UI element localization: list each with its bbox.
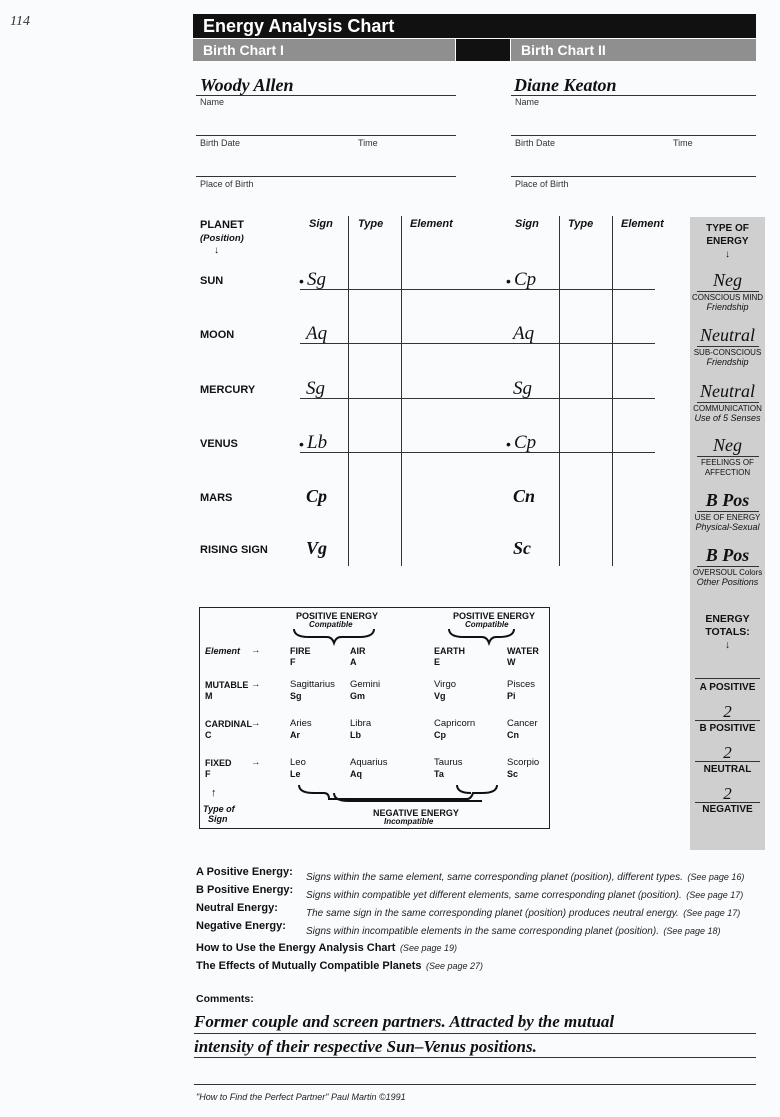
birth-chart-2-header: Birth Chart II: [511, 39, 756, 61]
energy-type-subtitle: CONSCIOUS MIND: [691, 293, 764, 302]
planet-label: MOON: [200, 329, 235, 341]
element-abbr: A: [350, 657, 357, 667]
planet-label: MARS: [200, 492, 233, 504]
time-label: Time: [358, 138, 378, 148]
page-reference: (See page 19): [399, 943, 457, 953]
comment-rule: [194, 1033, 756, 1034]
element-abbr: F: [290, 657, 296, 667]
sign-row-line: [300, 343, 655, 344]
definition-term: B Positive Energy:: [196, 884, 294, 896]
definition-term: Negative Energy:: [196, 920, 286, 932]
energy-type-subtitle: COMMUNICATION: [693, 404, 762, 413]
bullet-icon: •: [506, 436, 511, 452]
place-line: [196, 176, 456, 177]
chart2-sign: Aq: [513, 323, 535, 344]
zodiac-sign-name: Virgo: [434, 679, 457, 690]
sign-label: Sign: [208, 814, 228, 824]
compatible-label: Compatible: [465, 620, 509, 629]
energy-type-subtitle: Use of 5 Senses: [694, 413, 761, 423]
element-name: WATER: [507, 646, 539, 656]
definition-text: [306, 921, 720, 939]
b-positive-label: B POSITIVE: [699, 723, 756, 734]
zodiac-sign-abbr: Aq: [350, 769, 362, 779]
energy-type-value: Neg: [713, 270, 742, 290]
energy-totals-header: [690, 613, 765, 652]
comments-label: Comments:: [196, 993, 254, 1005]
zodiac-sign-name: Aquarius: [350, 757, 388, 768]
column-divider: [401, 216, 402, 566]
definition-body: Signs within incompatible elements in the same corresponding planet (position).: [306, 926, 659, 937]
planet-label: SUN: [200, 275, 224, 287]
chart2-sign: Sg: [513, 378, 532, 399]
chart2-sign: Cp: [514, 269, 537, 290]
sign-row-line: [300, 289, 655, 290]
name-label: Name: [200, 97, 225, 107]
comment-line-1: Former couple and screen partners. Attracted by the mutual: [194, 1012, 615, 1031]
energy-type-value: B Pos: [705, 490, 750, 510]
type-col-header: Type: [568, 218, 594, 230]
energy-type-subtitle: AFFECTION: [704, 468, 751, 477]
zodiac-sign-abbr: Ta: [434, 769, 444, 779]
element-abbr: W: [507, 657, 516, 667]
zodiac-sign-abbr: Cp: [434, 730, 446, 740]
page-reference: (See page 17): [683, 908, 741, 918]
zodiac-sign-name: Leo: [290, 757, 306, 768]
energy-type-subtitle: FEELINGS OF: [701, 458, 754, 467]
sign-row-line: [300, 398, 655, 399]
definition-text: [306, 903, 740, 921]
chart2-name: Diane Keaton: [514, 75, 617, 95]
zodiac-sign-name: Sagittarius: [290, 679, 335, 690]
planet-header: PLANET: [200, 219, 244, 231]
down-arrow-icon: ↓: [214, 245, 219, 256]
chart1-sign: Sg: [306, 378, 325, 399]
name-line: [511, 95, 756, 96]
page-reference: (See page 17): [686, 890, 744, 900]
a-positive-label: A POSITIVE: [699, 682, 756, 693]
chart2-sign: Cn: [513, 486, 536, 506]
element-name: FIRE: [290, 646, 311, 656]
energy-type-value: Neutral: [699, 325, 755, 345]
neutral-label: NEUTRAL: [703, 764, 752, 775]
position-header: (Position): [200, 233, 244, 244]
legend-row-abbr: F: [205, 769, 211, 779]
compatible-label: Compatible: [309, 620, 353, 629]
legend-row-label: MUTABLE: [205, 680, 249, 690]
type-col-header: Type: [358, 218, 384, 230]
totals-label: TOTALS:: [705, 626, 750, 638]
column-divider: [559, 216, 560, 566]
zodiac-sign-abbr: Cn: [507, 730, 519, 740]
page-number: 114: [10, 14, 30, 29]
chart1-sign: Cp: [306, 486, 328, 506]
footer-citation: "How to Find the Perfect Partner" Paul Martin ©1991: [196, 1092, 406, 1102]
neutral-total: 2: [723, 743, 732, 762]
right-arrow-icon: →: [251, 679, 261, 690]
chart2-sign: Sc: [513, 538, 531, 558]
energy-type-subtitle: Friendship: [706, 302, 749, 312]
total-line: [695, 802, 760, 803]
reference-title[interactable]: How to Use the Energy Analysis Chart: [196, 942, 396, 954]
zodiac-sign-name: Libra: [350, 718, 372, 729]
energy-type-subtitle: Friendship: [706, 357, 749, 367]
energy-type-subtitle: Physical-Sexual: [695, 522, 760, 532]
reference-link[interactable]: [196, 956, 483, 974]
bullet-icon: •: [506, 273, 511, 289]
legend-row-abbr: C: [205, 730, 212, 740]
element-name: EARTH: [434, 646, 465, 656]
zodiac-sign-abbr: Ar: [290, 730, 301, 740]
header-divider: [456, 39, 510, 61]
type-of-energy-header: [690, 222, 765, 261]
right-arrow-icon: →: [251, 757, 261, 768]
birth-date-label: Birth Date: [515, 138, 556, 148]
place-label: Place of Birth: [200, 179, 254, 189]
chart1-sign: Vg: [306, 538, 328, 558]
bullet-icon: •: [299, 436, 304, 452]
zodiac-sign-abbr: Sg: [290, 691, 302, 701]
planet-label: VENUS: [200, 438, 238, 450]
energy-type-value: Neg: [713, 435, 742, 455]
zodiac-sign-abbr: Le: [290, 769, 301, 779]
type-of-label: Type of: [203, 804, 235, 814]
chart1-name: Woody Allen: [200, 75, 294, 95]
energy-type-subtitle: USE OF ENERGY: [694, 513, 761, 522]
page-reference: (See page 16): [687, 872, 745, 882]
zodiac-sign-name: Taurus: [434, 757, 463, 768]
total-line: [695, 720, 760, 721]
definition-body: Signs within compatible yet different elements, same corresponding planet (position).: [306, 890, 682, 901]
up-arrow-icon: ↑: [211, 787, 217, 799]
reference-title[interactable]: The Effects of Mutually Compatible Planets: [196, 960, 422, 972]
definition-text: [306, 867, 744, 885]
zodiac-sign-name: Capricorn: [434, 718, 476, 729]
element-col-header: Element: [621, 218, 664, 230]
birth-date-label: Birth Date: [200, 138, 241, 148]
energy-label: ENERGY: [705, 613, 750, 625]
name-line: [196, 95, 456, 96]
b-positive-total: 2: [723, 702, 732, 721]
energy-type-subtitle: Other Positions: [696, 577, 759, 587]
page-reference: (See page 18): [663, 926, 721, 936]
name-label: Name: [515, 97, 540, 107]
chart2-sign: Cp: [514, 432, 537, 453]
zodiac-sign-name: Gemini: [350, 679, 381, 690]
zodiac-sign-name: Pisces: [507, 679, 535, 690]
zodiac-sign-abbr: Lb: [350, 730, 361, 740]
birth-chart-1-header: Birth Chart I: [193, 39, 455, 61]
column-divider: [612, 216, 613, 566]
element-col-header: Element: [410, 218, 453, 230]
place-line: [511, 176, 756, 177]
zodiac-sign-name: Aries: [290, 718, 312, 729]
total-line: [695, 678, 760, 679]
chart1-sign: Lb: [307, 432, 328, 453]
page-reference: (See page 27): [426, 961, 484, 971]
energy-type-subtitle: OVERSOUL Colors: [692, 568, 763, 577]
zodiac-sign-name: Cancer: [507, 718, 538, 729]
chart1-sign: Aq: [306, 323, 328, 344]
sign-col-header: Sign: [309, 218, 333, 230]
energy-type-value: Neutral: [699, 381, 755, 401]
legend-row-abbr: M: [205, 691, 213, 701]
right-arrow-icon: →: [251, 718, 261, 729]
down-arrow-icon: ↓: [725, 249, 730, 260]
time-label: Time: [673, 138, 693, 148]
negative-label: NEGATIVE: [702, 804, 753, 815]
energy-label: ENERGY: [706, 236, 749, 247]
negative-energy-label: NEGATIVE ENERGY: [373, 808, 459, 818]
zodiac-sign-abbr: Vg: [434, 691, 446, 701]
type-of-label: TYPE OF: [706, 223, 749, 234]
birthdate-line: [196, 135, 456, 136]
legend-row-label: Element: [205, 646, 241, 656]
planet-label: RISING SIGN: [200, 544, 268, 556]
chart-title: Energy Analysis Chart: [193, 14, 756, 38]
place-label: Place of Birth: [515, 179, 569, 189]
positive-energy-label: POSITIVE ENERGY: [453, 611, 536, 621]
definition-term: Neutral Energy:: [196, 902, 278, 914]
zodiac-sign-abbr: Pi: [507, 691, 516, 701]
legend-row-label: FIXED: [205, 758, 232, 768]
chart1-sign: Sg: [307, 269, 326, 290]
zodiac-sign-abbr: Gm: [350, 691, 366, 701]
negative-total: 2: [723, 784, 732, 803]
column-divider: [348, 216, 349, 566]
incompatible-label: Incompatible: [384, 817, 434, 826]
reference-link[interactable]: [196, 938, 457, 956]
sign-row-line: [300, 452, 655, 453]
comment-line-2: intensity of their respective Sun–Venus positions.: [194, 1037, 537, 1056]
right-arrow-icon: →: [251, 645, 261, 656]
element-abbr: E: [434, 657, 441, 667]
down-arrow-icon: ↓: [724, 639, 731, 651]
element-name: AIR: [350, 646, 366, 656]
energy-type-subtitle: SUB-CONSCIOUS: [693, 348, 762, 357]
zodiac-sign-name: Scorpio: [507, 757, 540, 768]
positive-energy-label: POSITIVE ENERGY: [296, 611, 379, 621]
definition-body: The same sign in the same corresponding planet (position) produces neutral energy.: [306, 908, 679, 919]
birthdate-line: [511, 135, 756, 136]
zodiac-sign-abbr: Sc: [507, 769, 519, 779]
energy-type-value: B Pos: [705, 545, 750, 565]
footer-rule: [194, 1084, 756, 1085]
definition-term: A Positive Energy:: [196, 866, 293, 878]
legend-row-label: CARDINAL: [205, 719, 252, 729]
bullet-icon: •: [299, 273, 304, 289]
planet-label: MERCURY: [200, 384, 256, 396]
total-line: [695, 761, 760, 762]
definition-text: [306, 885, 743, 903]
sign-col-header: Sign: [515, 218, 539, 230]
comment-rule: [194, 1057, 756, 1058]
definition-body: Signs within the same element, same corresponding planet (position), different types.: [306, 872, 683, 883]
